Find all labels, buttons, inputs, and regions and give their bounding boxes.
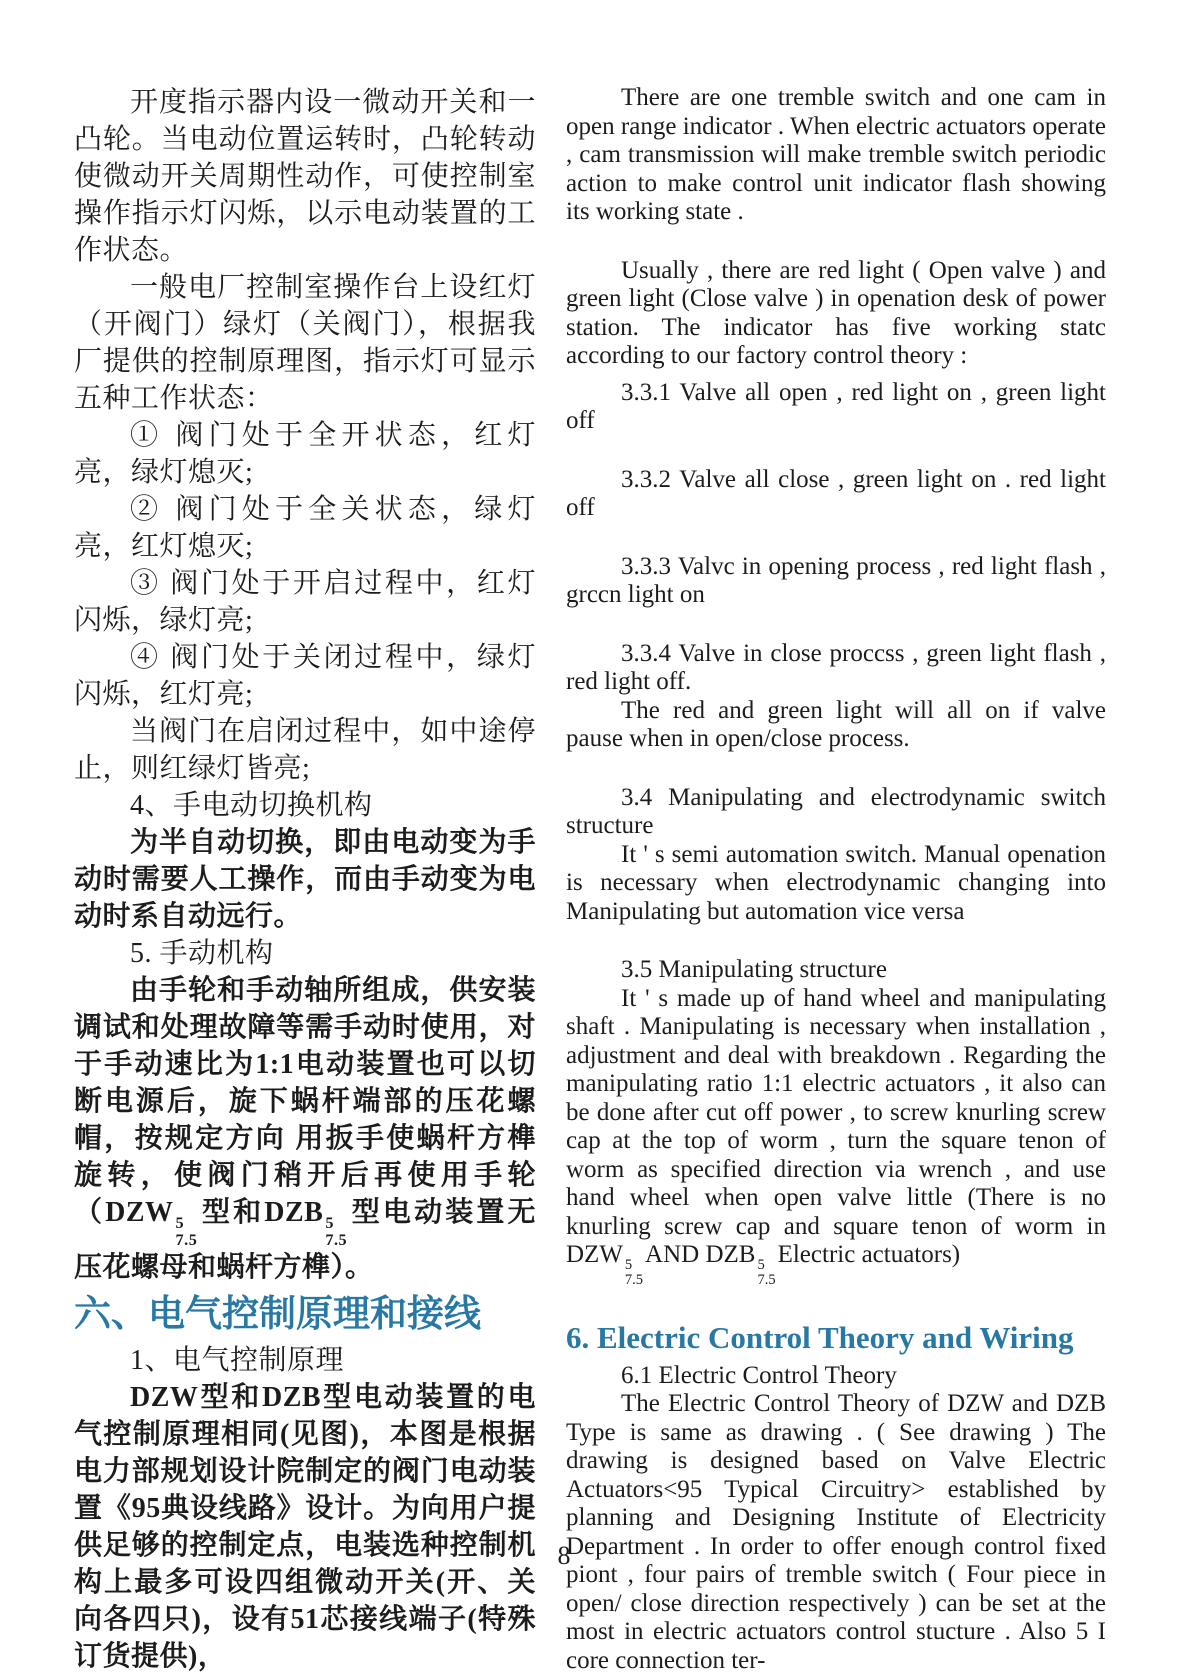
ratio-bottom: 7.5 (325, 1231, 348, 1250)
stacked-ratio (325, 1215, 347, 1249)
zh-subheading-switch-mechanism: 4、手电动切换机构 (130, 790, 373, 821)
en-paragraph-control-theory: The Electric Control Theory of DZW and DZB Type is same as drawing . ( See drawing ) The drawing is designed based on Valve Electric Actuators<95 Typical Circuitry> established by planning and Designing Institute of Electricity Department . In order to offer enough control fixed piont , four pairs of tremble switch ( Four piece in open/ close direction respectively ) can be set at the most in electric actuators control stucture . Also 5 I core connection ter- (566, 1390, 1106, 1674)
ratio-bottom: 7.5 (757, 1271, 776, 1288)
ratio-top: 5 (175, 1214, 185, 1233)
en-list-item-332: 3.3.2 Valve all close , green light on . red light off (566, 465, 1106, 521)
zh-subheading-control-theory: 1、电气控制原理 (130, 1345, 345, 1377)
english-column (566, 84, 1106, 1675)
ratio-top: 5 (624, 1256, 633, 1273)
text-run: Electric actuators) (777, 1241, 961, 1268)
text-run: AND DZB (645, 1241, 756, 1268)
en-paragraph-pause-state: The red and green light will all on if valve pause when in open/close process. (566, 696, 1106, 752)
zh-subheading-manual-mechanism: 5. 手动机构 (130, 938, 274, 969)
text-run: 型电动装置无压花螺母和蜗杆方榫）。 (74, 1197, 536, 1284)
chinese-column (74, 84, 536, 1675)
stacked-ratio (625, 1258, 643, 1288)
text-run: 型和DZB (199, 1197, 324, 1228)
en-list-item-334: 3.3.4 Valve in close proccss , green light flash , red light off. (566, 639, 1106, 695)
zh-list-item-3: ③ 阀门处于开启过程中，红灯闪烁，绿灯亮; (74, 568, 536, 636)
en-list-item-333: 3.3.3 Valvc in opening process , red light flash , grccn light on (566, 552, 1106, 608)
ratio-top: 5 (757, 1256, 765, 1273)
en-list-item-331: 3.3.1 Valve all open , red light on , green light off (566, 378, 1106, 434)
en-paragraph-manual-structure (566, 985, 1106, 1288)
stacked-ratio (757, 1258, 775, 1288)
en-paragraph-semi-auto: It ' s semi automation switch. Manual openation is necessary when electrodynamic changing into Manipulating but automation vice versa (566, 840, 1106, 925)
en-section-heading-electric-control: 6. Electric Control Theory and Wiring (566, 1319, 1074, 1355)
zh-paragraph-indicator: 开度指示器内设一微动开关和一凸轮。当电动位置运转时，凸轮转动使微动开关周期性动作，可使控制室操作指示灯闪烁，以示电动装置的工作状态。 (74, 87, 536, 266)
zh-paragraph-manual-structure (74, 972, 536, 1286)
en-paragraph-lights-intro: Usually , there are red light ( Open valve ) and green light (Close valve ) in openation desk of power station. The indicator has five working statc according to our factory control theory : (566, 256, 1106, 369)
stacked-ratio (176, 1215, 198, 1249)
ratio-bottom: 7.5 (175, 1231, 198, 1250)
zh-list-item-4: ④ 阀门处于关闭过程中，绿灯闪烁，红灯亮; (74, 642, 536, 710)
en-subheading-switch-structure: 3.4 Manipulating and electrodynamic switch structure (566, 783, 1106, 839)
zh-list-item-1: ① 阀门处于全开状态，红灯亮，绿灯熄灭; (74, 420, 536, 488)
zh-paragraph-pause-state: 当阀门在启闭过程中，如中途停止，则红绿灯皆亮; (74, 716, 536, 784)
text-run: It ' s made up of hand wheel and manipulating shaft . Manipulating is necessary when installation , adjustment and deal with breakdown . Regarding the manipulating ratio 1:1 electric actuators , it also can be done after cut off power , to screw knurling screw cap at the top of worm , turn the square tenon of worm as specified direction via wrench , and use hand wheel when open valve little (There is no knurling screw cap and square tenon of worm in DZW (566, 984, 1106, 1268)
zh-list-item-2: ② 阀门处于全关状态，绿灯亮，红灯熄灭; (74, 494, 536, 562)
en-paragraph-indicator: There are one tremble switch and one cam in open range indicator . When electric actuators operate , cam transmission will make tremble switch periodic action to make control unit indicator flash showing its working state . (566, 84, 1106, 225)
text-run: 由手轮和手动轴所组成，供安装调试和处理故障等需手动时使用，对于手动速比为1:1电动装置也可以切断电源后，旋下蜗杆端部的压花螺帽，按规定方向 用扳手使蜗杆方榫旋转，使阀门稍开后再使用手轮（DZW (74, 975, 536, 1228)
ratio-bottom: 7.5 (624, 1271, 644, 1288)
ratio-top: 5 (325, 1214, 334, 1233)
zh-paragraph-semi-auto: 为半自动切换，即由电动变为手动时需要人工操作，而由手动变为电动时系自动远行。 (74, 827, 536, 932)
zh-paragraph-lights-intro: 一般电厂控制室操作台上设红灯（开阀门）绿灯（关阀门），根据我厂提供的控制原理图，指示灯可显示五种工作状态： (74, 272, 536, 414)
zh-section-heading-electric-control: 六、电气控制原理和接线 (74, 1294, 481, 1336)
en-subheading-control-theory: 6.1 Electric Control Theory (621, 1361, 897, 1389)
page-number: 8 (557, 1541, 571, 1570)
zh-paragraph-control-theory: DZW型和DZB型电动装置的电气控制原理相同(见图)，本图是根据电力部规划设计院制定的阀门电动装置《95典设线路》设计。为向用户提供足够的控制定点，电装选种控制机构上最多可设四组微动开关(开、关向各四只)，设有51芯接线端子(特殊订货提供)， (74, 1382, 536, 1673)
en-subheading-manipulating-structure: 3.5 Manipulating structure (621, 956, 887, 983)
